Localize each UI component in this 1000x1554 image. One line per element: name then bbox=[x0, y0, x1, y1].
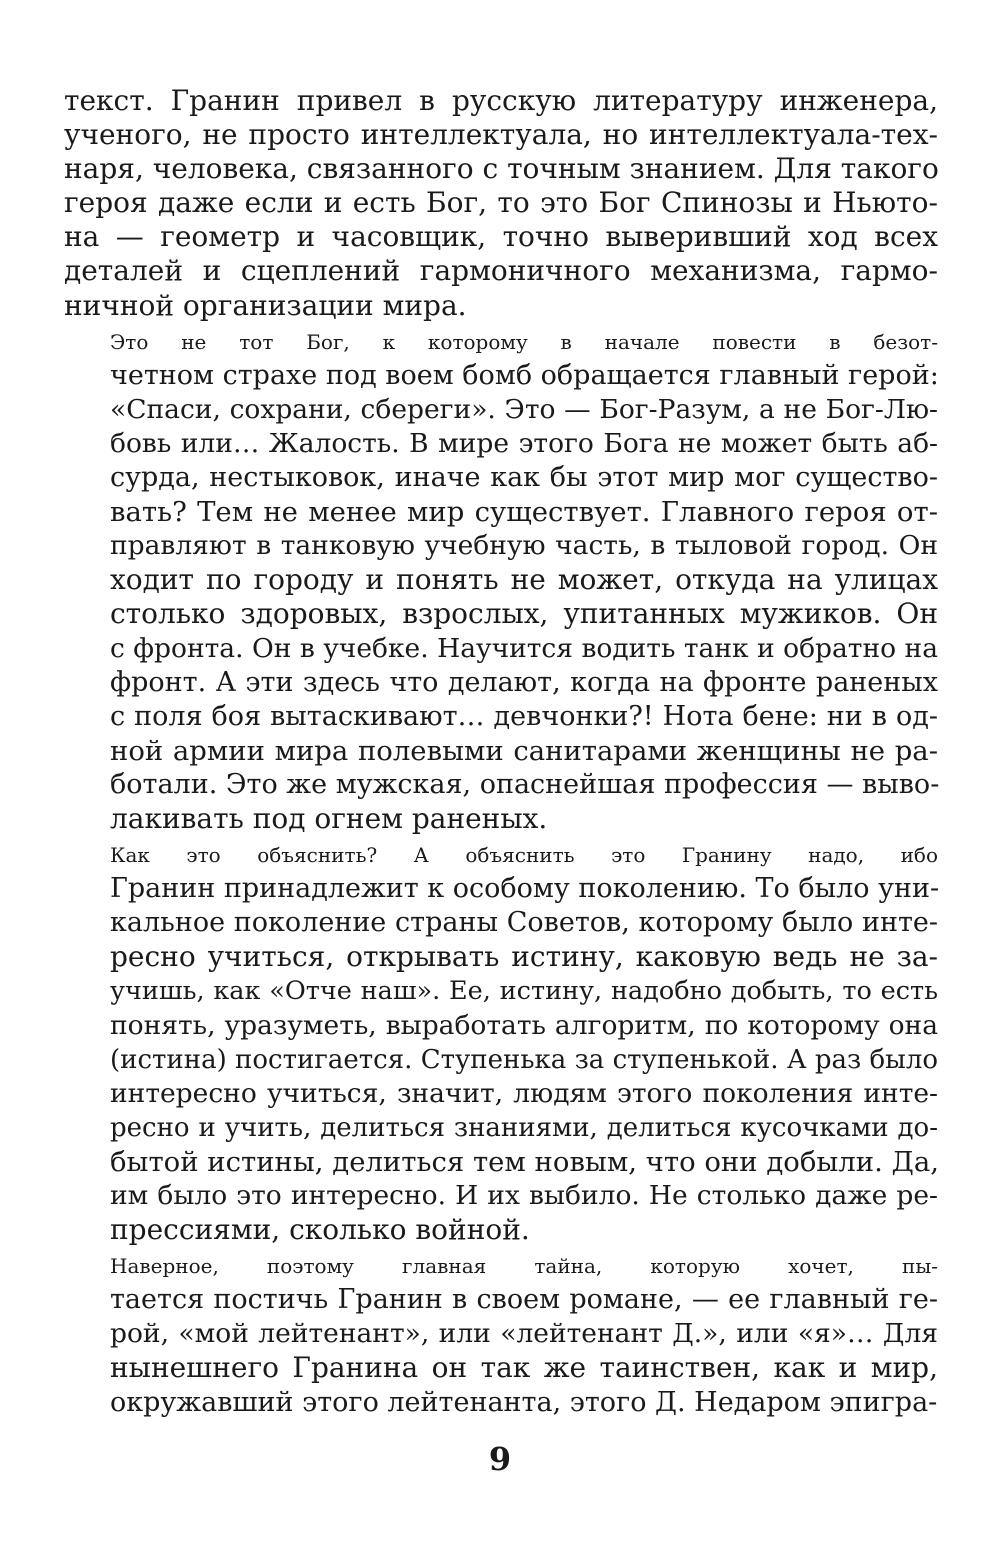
page-body bbox=[64, 84, 938, 1420]
text-line: ходит по городу и понять не может, откуда на улицах bbox=[110, 563, 938, 597]
text-line: героя даже если и есть Бог, то это Бог Спинозы и Ньюто- bbox=[64, 186, 938, 220]
text-line: им было это интересно. И их выбило. Не столько даже ре- bbox=[110, 1180, 938, 1211]
paragraph bbox=[64, 838, 938, 1247]
text-line: рой, «мой лейтенант», или «лейтенант Д.», или «я»… Для bbox=[110, 1318, 938, 1350]
text-line: окружавший этого лейтенанта, этого Д. Недаром эпигра- bbox=[110, 1386, 938, 1418]
text-line: с фронта. Он в учебке. Научится водить танк и обратно на bbox=[110, 632, 938, 664]
text-line: ной армии мира полевыми санитарами женщины не ра- bbox=[110, 734, 938, 767]
text-line: ботали. Это же мужская, опаснейшая профессия — выво- bbox=[110, 768, 940, 800]
text-line: ничной организации мира. bbox=[64, 288, 467, 322]
text-line: Наверное, поэтому главная тайна, которую хочет, пы- bbox=[110, 1254, 938, 1279]
page-number: 9 bbox=[488, 1440, 512, 1478]
text-line: ученого, не просто интеллектуала, но интеллектуала-тех- bbox=[64, 118, 938, 152]
text-line: сурда, нестыковок, иначе как бы этот мир мог существо- bbox=[110, 462, 938, 494]
text-line: вать? Тем не менее мир существует. Главного героя от- bbox=[110, 496, 938, 529]
text-line: бытой истины, делиться тем новым, что они добыли. Да, bbox=[110, 1145, 940, 1178]
text-line: Гранин принадлежит к особому поколению. То было уни- bbox=[110, 873, 940, 905]
text-line: нынешнего Гранина он так же таинствен, как и мир, bbox=[110, 1351, 938, 1385]
text-line: Это не тот Бог, к которому в начале повести в безот- bbox=[110, 329, 938, 354]
text-line: интересно учиться, значит, людям этого поколения инте- bbox=[110, 1077, 938, 1109]
text-line: на — геометр и часовщик, точно выверивший ход всех bbox=[64, 220, 938, 254]
text-line: наря, человека, связанного с точным знанием. Для такого bbox=[64, 152, 939, 186]
paragraph bbox=[64, 1249, 938, 1419]
text-line: фронт. А эти здесь что делают, когда на фронте раненых bbox=[110, 666, 938, 698]
text-line: правляют в танковую учебную часть, в тыловой город. Он bbox=[110, 530, 938, 562]
text-line: понять, уразуметь, выработать алгоритм, по которому она bbox=[110, 1009, 938, 1041]
text-line: ресно и учить, делиться знаниями, делиться кусочками до- bbox=[110, 1112, 938, 1143]
text-line: текст. Гранин привел в русскую литературу инженера, bbox=[64, 84, 938, 117]
text-line: «Спаси, сохрани, сбереги». Это — Бог-Разум, а не Бог-Лю- bbox=[110, 393, 938, 425]
text-line: прессиями, сколько войной. bbox=[110, 1213, 530, 1247]
text-line: бовь или… Жалость. В мире этого Бога не может быть аб- bbox=[110, 427, 938, 459]
text-line: кальное поколение страны Советов, которому было инте- bbox=[110, 907, 938, 939]
text-line: тается постичь Гранин в своем романе, — ее главный ге- bbox=[110, 1284, 938, 1316]
text-line: четном страхе под воем бомб обращается главный герой: bbox=[110, 359, 939, 391]
text-line: учишь, как «Отче наш». Ее, истину, надобно добыть, то есть bbox=[110, 976, 938, 1007]
text-line: столько здоровых, взрослых, упитанных мужиков. Он bbox=[110, 597, 938, 631]
paragraph bbox=[64, 325, 938, 836]
text-line: (истина) постигается. Ступенька за ступенькой. А раз было bbox=[110, 1044, 938, 1075]
paragraph bbox=[64, 84, 938, 323]
text-line: лакивать под огнем раненых. bbox=[110, 801, 548, 835]
text-line: Как это объяснить? А объяснить это Гранину надо, ибо bbox=[110, 843, 938, 868]
text-line: деталей и сцеплений гармоничного механизма, гармо- bbox=[64, 254, 938, 288]
text-line: ресно учиться, открывать истину, каковую ведь не за- bbox=[110, 940, 938, 974]
text-line: с поля боя вытаскивают… девчонки?! Нота бене: ни в од- bbox=[110, 700, 938, 732]
